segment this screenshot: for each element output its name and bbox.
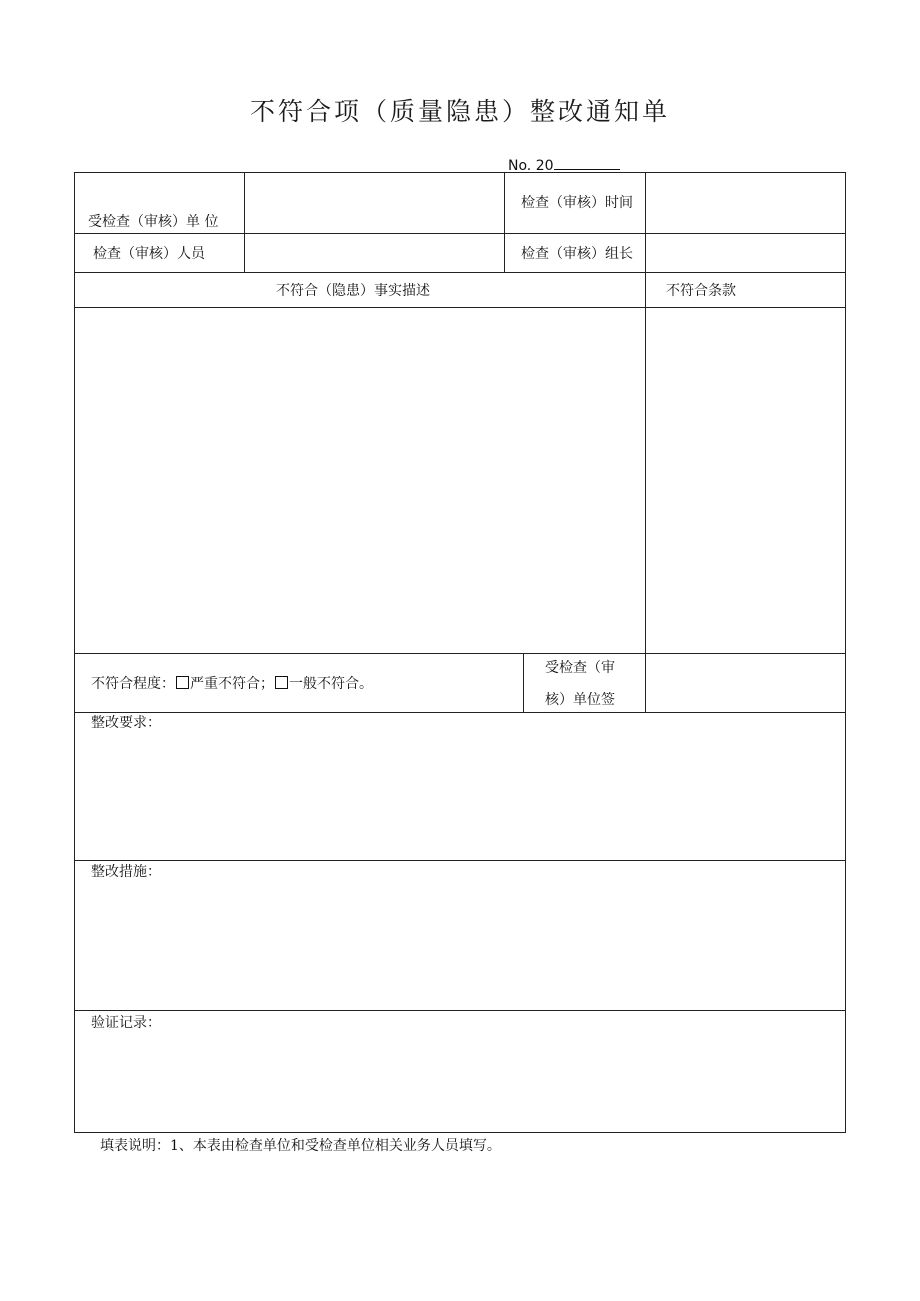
serial-number-field[interactable] xyxy=(554,155,620,170)
team-leader-field[interactable] xyxy=(645,233,846,273)
severity-cell xyxy=(74,653,524,713)
inspection-time-label-cell xyxy=(504,172,646,234)
team-leader-label: 检查（审核）组长 xyxy=(521,246,633,262)
inspected-unit-field[interactable] xyxy=(244,172,505,234)
inspected-unit-label-cell xyxy=(74,172,245,234)
unit-signature-label-line2: 核）单位签 xyxy=(545,692,615,708)
serious-checkbox[interactable] xyxy=(176,676,189,689)
rectification-measures-field[interactable] xyxy=(74,860,846,1011)
inspectors-label: 检查（审核）人员 xyxy=(93,246,205,262)
fact-description-header-cell xyxy=(74,272,646,308)
footnote: 填表说明：1、本表由检查单位和受检查单位相关业务人员填写。 xyxy=(100,1138,501,1154)
fact-description-field[interactable] xyxy=(74,307,646,654)
severity-option-general: 一般不符合。 xyxy=(289,676,373,692)
unit-signature-label-cell xyxy=(523,653,646,713)
rectification-requirements-label: 整改要求： xyxy=(91,715,161,731)
general-checkbox[interactable] xyxy=(275,676,288,689)
verification-record-label: 验证记录： xyxy=(91,1015,161,1031)
inspectors-field[interactable] xyxy=(244,233,505,273)
rectification-requirements-field[interactable] xyxy=(74,712,846,861)
serial-prefix: No. 20 xyxy=(508,158,554,174)
inspected-unit-label: 受检查（审核）单 位 xyxy=(88,214,219,230)
clause-header: 不符合条款 xyxy=(666,283,736,299)
team-leader-label-cell xyxy=(504,233,646,273)
unit-signature-label-line1: 受检查（审 xyxy=(545,660,615,676)
severity-option-serious: 严重不符合； xyxy=(190,676,274,692)
clause-field[interactable] xyxy=(645,307,846,654)
rectification-measures-label: 整改措施： xyxy=(91,864,161,880)
severity-label: 不符合程度： xyxy=(91,676,175,692)
inspectors-label-cell xyxy=(74,233,245,273)
inspection-time-label: 检查（审核）时间 xyxy=(521,195,633,211)
fact-description-header: 不符合（隐患）事实描述 xyxy=(276,283,430,299)
page-title: 不符合项（质量隐患）整改通知单 xyxy=(249,97,670,126)
unit-signature-field[interactable] xyxy=(645,653,846,713)
verification-record-field[interactable] xyxy=(74,1010,846,1133)
inspection-time-field[interactable] xyxy=(645,172,846,234)
clause-header-cell xyxy=(645,272,846,308)
severity-line xyxy=(91,676,373,692)
